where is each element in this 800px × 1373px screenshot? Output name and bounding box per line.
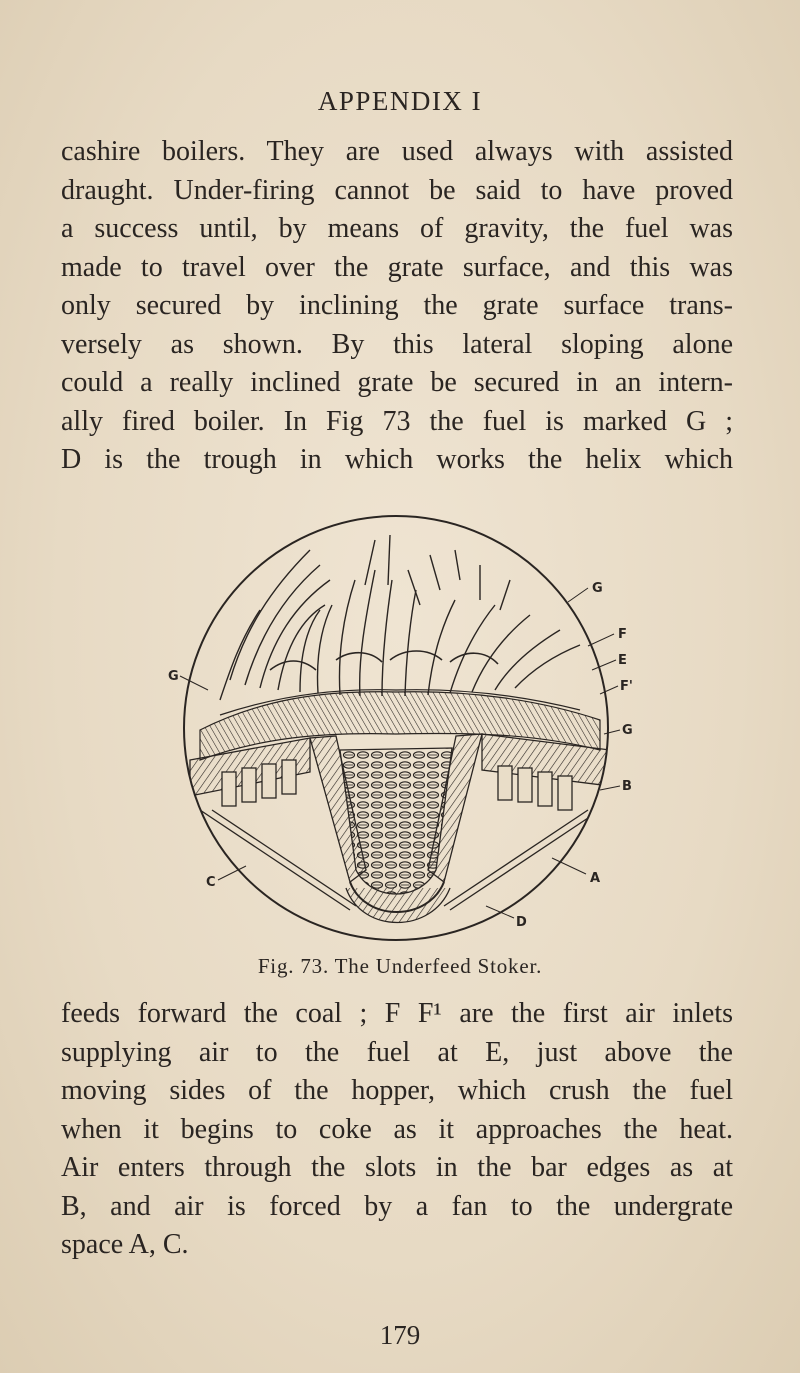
text-line: cashire boilers. They are used always with assisted	[61, 136, 733, 167]
text-line: when it begins to coke as it approaches the heat.	[61, 1113, 733, 1145]
text-line: supplying air to the fuel at E, just above the	[61, 1036, 733, 1068]
text-line: feeds forward the coal ; F F¹ are the first air inlets	[61, 998, 733, 1029]
label-f: F	[618, 627, 627, 642]
label-c: C	[206, 875, 216, 890]
label-a: A	[590, 871, 601, 886]
label-b: B	[622, 779, 632, 794]
text-line: B, and air is forced by a fan to the undergrate	[61, 1190, 733, 1222]
text-line: could a really inclined grate be secured in an intern-	[61, 367, 733, 398]
label-e: E	[618, 653, 627, 668]
label-g-left: G	[168, 669, 179, 684]
text-line: draught. Under-firing cannot be said to have proved	[61, 174, 733, 206]
boiler-section	[190, 535, 610, 923]
text-line: space A, C.	[61, 1229, 189, 1260]
text-line: Air enters through the slots in the bar edges as at	[61, 1152, 733, 1183]
underfeed-stoker-illustration	[160, 510, 640, 950]
paragraph-upper	[61, 133, 733, 480]
text-line: D is the trough in which works the helix which	[61, 444, 733, 475]
page-number: 179	[379, 1320, 421, 1350]
label-g-right: G	[622, 723, 633, 738]
label-g-top: G	[592, 581, 603, 596]
text-line: moving sides of the hopper, which crush the fuel	[61, 1075, 733, 1106]
text-line: ally fired boiler. In Fig 73 the fuel is marked G ;	[61, 405, 733, 437]
running-head: APPENDIX I	[317, 86, 483, 116]
label-d: D	[516, 915, 527, 930]
text-line: a success until, by means of gravity, the fuel was	[61, 213, 733, 244]
label-f1: F'	[620, 679, 633, 694]
figure-caption: Fig. 73. The Underfeed Stoker.	[257, 954, 543, 978]
stoker-figure	[160, 510, 640, 950]
text-line: versely as shown. By this lateral sloping alone	[61, 328, 733, 360]
text-line: made to travel over the grate surface, and this was	[61, 251, 733, 283]
text-line: only secured by inclining the grate surface trans-	[61, 290, 733, 321]
paragraph-lower	[61, 995, 733, 1265]
